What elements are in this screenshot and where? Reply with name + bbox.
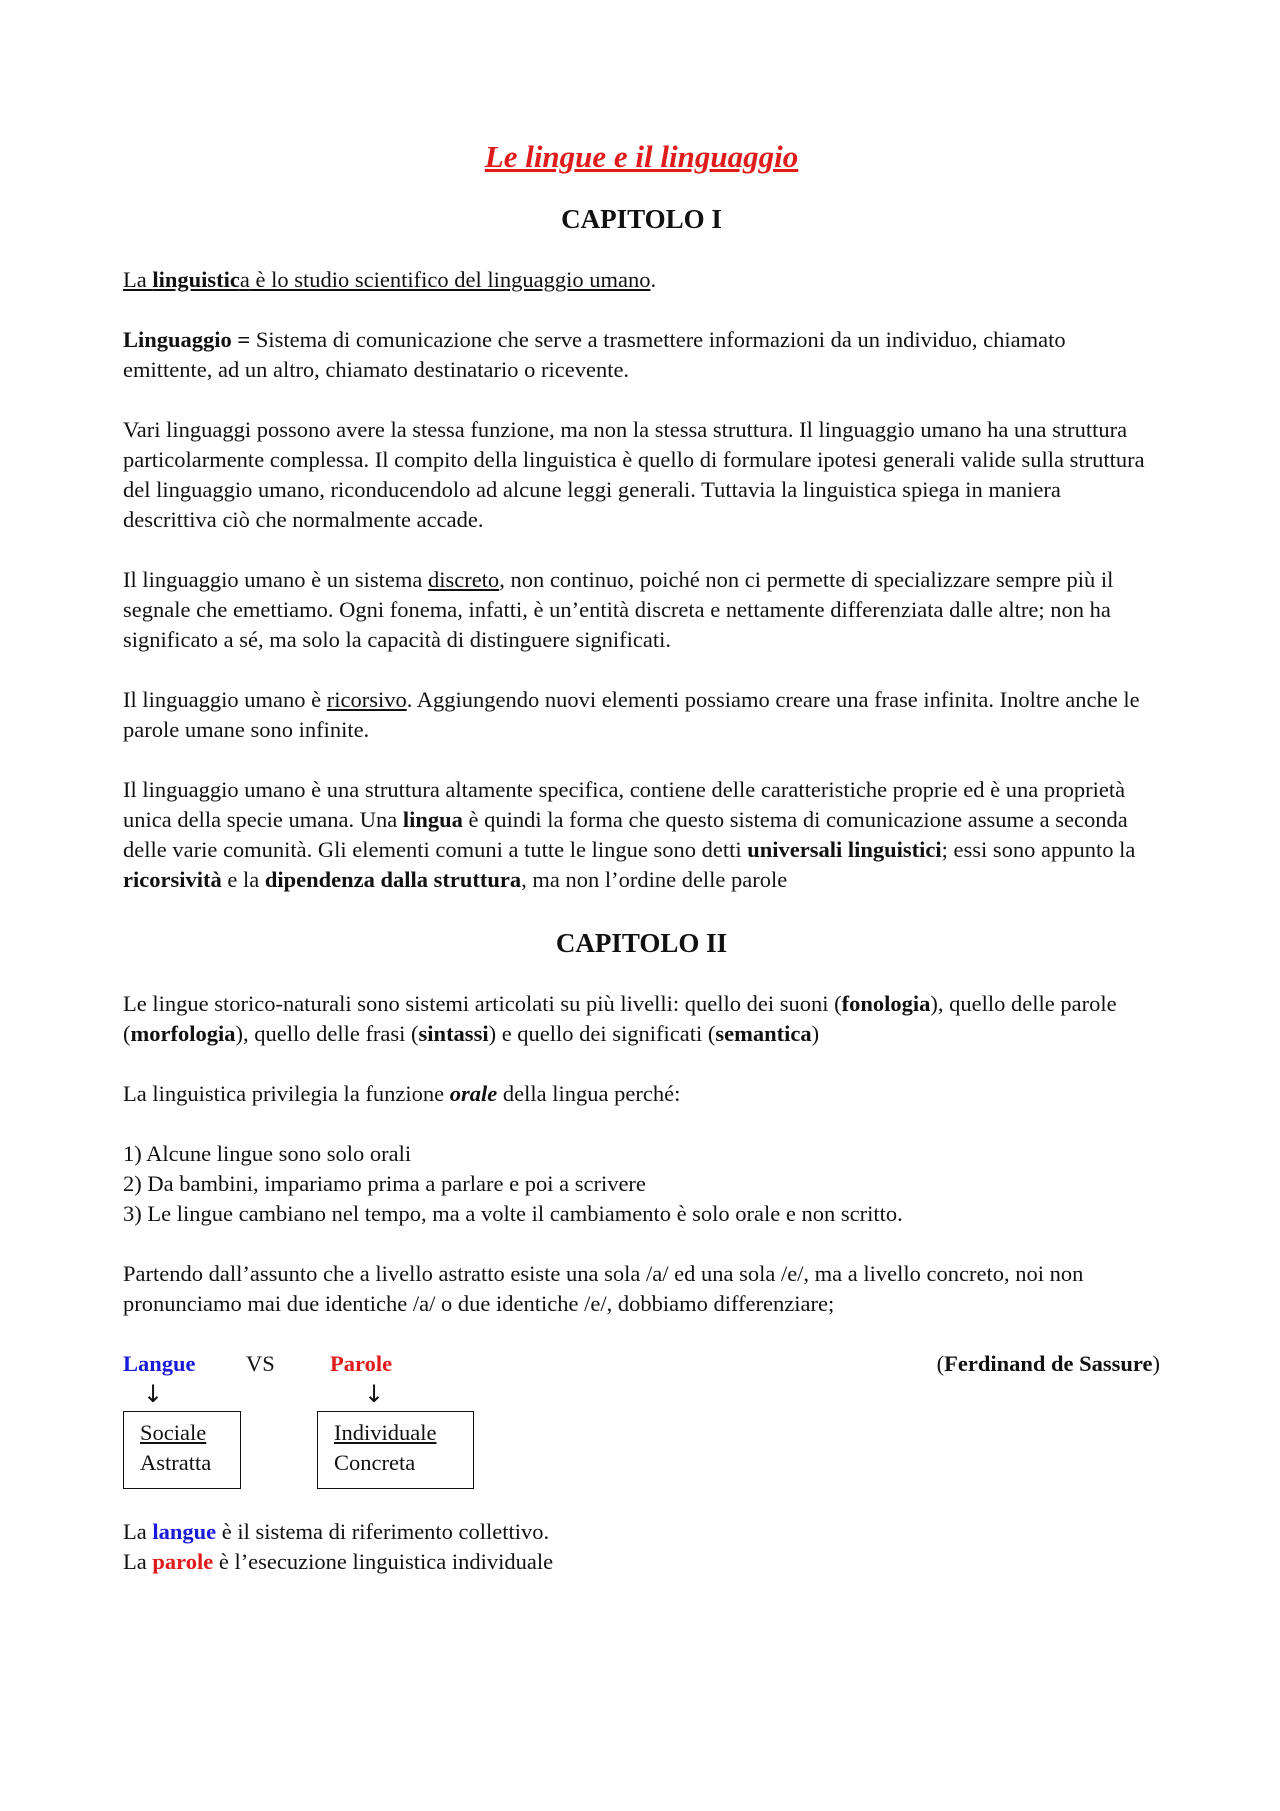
text-span: . Aggiungendo nuovi elementi possiamo creare una frase infinita. Inoltre anche le parole umane sono infinite. xyxy=(123,687,1140,742)
text-span: ; essi sono appunto la xyxy=(941,837,1136,862)
vs-label: VS xyxy=(246,1351,275,1376)
down-arrow-icon: ↓ xyxy=(364,1380,385,1408)
bold-term-morfologia: morfologia xyxy=(130,1021,236,1046)
bold-term-lingua: lingua xyxy=(402,807,463,832)
parole-box xyxy=(317,1411,474,1489)
bold-term-universali-linguistici: universali linguistici xyxy=(747,837,942,862)
bold-term-fonologia: fonologia xyxy=(841,991,931,1016)
chapter-1-paragraph-universali xyxy=(123,775,1160,895)
text-span: ) e quello dei significati ( xyxy=(488,1021,716,1046)
chapter-1-paragraph-struttura: Vari linguaggi possono avere la stessa funzione, ma non la stessa struttura. Il linguaggio umano ha una struttura particolarmente complessa. Il compito della linguistica è quello di formulare ipotesi generali valide sulla struttura del linguaggio umano, riconducendolo ad alcune leggi generali. Tuttavia la linguistica spiega in maniera descrittiva ciò che normalmente accade. xyxy=(123,417,1145,532)
text-span: La xyxy=(123,1519,153,1544)
text-span: è quindi la forma che questo sistema di comunicazione assume a seconda delle varie comunità. Gli elementi comuni a tutte le lingue sono detti xyxy=(123,807,1128,862)
author-attribution xyxy=(937,1349,1160,1379)
document-title-text: Le lingue e il linguaggio xyxy=(484,139,799,174)
list-item: 1) Alcune lingue sono solo orali xyxy=(123,1141,412,1166)
text-span: ), quello delle parole ( xyxy=(123,991,1117,1046)
text-span: ) xyxy=(1152,1351,1160,1376)
definitions-footer xyxy=(123,1517,1160,1577)
reasons-list xyxy=(123,1139,1160,1229)
text-span: ( xyxy=(936,1351,945,1376)
text-span: è l’esecuzione linguistica individuale xyxy=(213,1549,554,1574)
list-item: 2) Da bambini, impariamo prima a parlare e poi a scrivere xyxy=(123,1171,646,1196)
text-span: Il linguaggio umano è xyxy=(123,687,327,712)
text-span: è lo studio scientifico del linguaggio umano xyxy=(249,267,651,292)
down-arrow-icon: ↓ xyxy=(143,1380,164,1408)
text-span: La linguistica privilegia la funzione xyxy=(123,1081,450,1106)
chapter-2-heading: CAPITOLO II xyxy=(555,928,728,958)
chapter-1-paragraph-linguaggio xyxy=(123,325,1160,385)
text-span: ), quello delle frasi ( xyxy=(235,1021,419,1046)
chapter-1-paragraph-ricorsivo xyxy=(123,685,1160,745)
langue-label: Langue xyxy=(123,1351,196,1376)
text-span: . xyxy=(650,267,657,292)
parole-term: parole xyxy=(152,1549,214,1574)
author-name: Ferdinand de Sassure xyxy=(944,1351,1153,1376)
text-span: e la xyxy=(221,867,265,892)
bold-term-dipendenza: dipendenza dalla struttura xyxy=(264,867,522,892)
text-span: La xyxy=(123,267,153,292)
box-line-astratta: Astratta xyxy=(140,1450,212,1475)
chapter-1-paragraph-definition-linguistica xyxy=(123,265,1160,295)
langue-box xyxy=(123,1411,241,1489)
chapter-2-paragraph-livelli xyxy=(123,989,1160,1049)
parole-definition xyxy=(123,1547,1160,1577)
chapter-1-paragraph-discreto xyxy=(123,565,1160,655)
text-span: Il linguaggio umano è un sistema xyxy=(123,567,428,592)
text-span: Il linguaggio umano è una struttura altamente specifica, contiene delle caratteristiche proprie ed è una proprietà unica della specie umana. Una xyxy=(123,777,1126,832)
bold-term-ricorsivita: ricorsività xyxy=(123,867,222,892)
box-line-individuale: Individuale xyxy=(334,1420,437,1445)
bold-term-linguistica: linguistic xyxy=(152,267,240,292)
bold-term-semantica: semantica xyxy=(715,1021,812,1046)
underlined-term-discreto: discreto xyxy=(427,567,500,592)
document-title xyxy=(123,137,1160,177)
parole-label: Parole xyxy=(330,1351,393,1376)
box-line-concreta: Concreta xyxy=(334,1450,416,1475)
underlined-sentence xyxy=(123,267,650,292)
chapter-1-heading: CAPITOLO I xyxy=(561,204,722,234)
text-span: , ma non l’ordine delle parole xyxy=(521,867,788,892)
text-span: è il sistema di riferimento collettivo. xyxy=(216,1519,550,1544)
chapter-2-paragraph-orale xyxy=(123,1079,1160,1109)
text-span: a xyxy=(239,267,250,292)
langue-parole-boxes xyxy=(123,1411,1160,1495)
text-span: Sistema di comunicazione che serve a trasmettere informazioni da un individuo, chiamato emittente, ad un altro, chiamato destinatario o ricevente. xyxy=(123,327,1066,382)
langue-parole-header xyxy=(123,1349,1160,1379)
bold-term-sintassi: sintassi xyxy=(418,1021,489,1046)
list-item: 3) Le lingue cambiano nel tempo, ma a volte il cambiamento è solo orale e non scritto. xyxy=(123,1201,903,1226)
text-span: , non continuo, poiché non ci permette di specializzare sempre più il segnale che emettiamo. Ogni fonema, infatti, è un’entità discreta e nettamente differenziata dalle altre; non ha significato a sé, ma solo la capacità di distinguere significati. xyxy=(123,567,1114,652)
text-span: Le lingue storico-naturali sono sistemi articolati su più livelli: quello dei suoni ( xyxy=(123,991,842,1016)
chapter-2-paragraph-assunto: Partendo dall’assunto che a livello astratto esiste una sola /a/ ed una sola /e/, ma a livello concreto, noi non pronunciamo mai due identiche /a/ o due identiche /e/, dobbiamo differenziare; xyxy=(123,1261,1084,1316)
langue-term: langue xyxy=(152,1519,217,1544)
underlined-term-ricorsivo: ricorsivo xyxy=(326,687,407,712)
bold-term-linguaggio: Linguaggio = xyxy=(123,327,251,352)
box-line-sociale: Sociale xyxy=(140,1420,207,1445)
text-span: ) xyxy=(811,1021,820,1046)
text-span: della lingua perché: xyxy=(497,1081,681,1106)
arrow-row xyxy=(123,1379,1160,1411)
langue-definition xyxy=(123,1517,1160,1547)
text-span: La xyxy=(123,1549,153,1574)
bold-italic-term-orale: orale xyxy=(449,1081,498,1106)
